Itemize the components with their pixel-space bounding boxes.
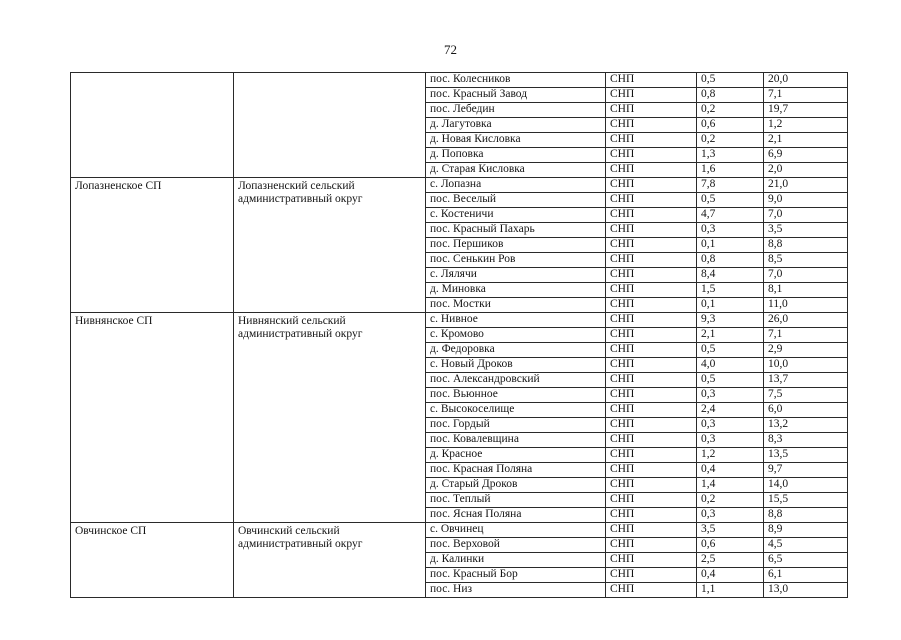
value-2-cell: 15,5 bbox=[764, 493, 848, 508]
settlement-type-cell: СНП bbox=[606, 493, 697, 508]
value-1-cell: 0,6 bbox=[697, 118, 764, 133]
value-2-cell: 7,0 bbox=[764, 208, 848, 223]
value-2-cell: 9,0 bbox=[764, 193, 848, 208]
value-2-cell: 11,0 bbox=[764, 298, 848, 313]
value-1-cell: 1,5 bbox=[697, 283, 764, 298]
value-2-cell: 8,3 bbox=[764, 433, 848, 448]
value-2-cell: 7,0 bbox=[764, 268, 848, 283]
district-cell: Нивнянский сельский административный округ bbox=[234, 313, 426, 523]
settlement-name-cell: пос. Вьюнное bbox=[426, 388, 606, 403]
value-1-cell: 0,2 bbox=[697, 103, 764, 118]
settlement-type-cell: СНП bbox=[606, 343, 697, 358]
value-1-cell: 0,5 bbox=[697, 73, 764, 88]
value-2-cell: 2,0 bbox=[764, 163, 848, 178]
settlement-name-cell: д. Поповка bbox=[426, 148, 606, 163]
settlement-type-cell: СНП bbox=[606, 373, 697, 388]
value-2-cell: 7,1 bbox=[764, 88, 848, 103]
settlement-type-cell: СНП bbox=[606, 463, 697, 478]
page-number: 72 bbox=[444, 42, 457, 57]
value-1-cell: 7,8 bbox=[697, 178, 764, 193]
municipality-cell: Нивнянское СП bbox=[71, 313, 234, 523]
table-row bbox=[71, 178, 848, 193]
settlement-name-cell: пос. Александровский bbox=[426, 373, 606, 388]
value-2-cell: 10,0 bbox=[764, 358, 848, 373]
settlement-type-cell: СНП bbox=[606, 193, 697, 208]
value-1-cell: 0,5 bbox=[697, 193, 764, 208]
settlement-name-cell: с. Лопазна bbox=[426, 178, 606, 193]
settlement-name-cell: д. Старый Дроков bbox=[426, 478, 606, 493]
settlement-name-cell: пос. Красный Пахарь bbox=[426, 223, 606, 238]
value-1-cell: 0,3 bbox=[697, 223, 764, 238]
settlement-name-cell: с. Кромово bbox=[426, 328, 606, 343]
value-2-cell: 3,5 bbox=[764, 223, 848, 238]
settlement-type-cell: СНП bbox=[606, 433, 697, 448]
table-row bbox=[71, 313, 848, 328]
value-2-cell: 13,7 bbox=[764, 373, 848, 388]
value-1-cell: 1,2 bbox=[697, 448, 764, 463]
settlement-type-cell: СНП bbox=[606, 268, 697, 283]
value-1-cell: 0,2 bbox=[697, 133, 764, 148]
settlement-type-cell: СНП bbox=[606, 163, 697, 178]
value-2-cell: 8,9 bbox=[764, 523, 848, 538]
settlement-type-cell: СНП bbox=[606, 313, 697, 328]
value-2-cell: 6,5 bbox=[764, 553, 848, 568]
settlement-type-cell: СНП bbox=[606, 298, 697, 313]
value-2-cell: 4,5 bbox=[764, 538, 848, 553]
value-1-cell: 0,1 bbox=[697, 298, 764, 313]
settlement-name-cell: пос. Сенькин Ров bbox=[426, 253, 606, 268]
settlement-name-cell: д. Новая Кисловка bbox=[426, 133, 606, 148]
settlement-type-cell: СНП bbox=[606, 583, 697, 598]
district-cell: Лопазненский сельский административный округ bbox=[234, 178, 426, 313]
settlement-type-cell: СНП bbox=[606, 238, 697, 253]
value-1-cell: 9,3 bbox=[697, 313, 764, 328]
settlement-type-cell: СНП bbox=[606, 88, 697, 103]
value-2-cell: 1,2 bbox=[764, 118, 848, 133]
value-2-cell: 14,0 bbox=[764, 478, 848, 493]
settlement-name-cell: д. Миновка bbox=[426, 283, 606, 298]
value-2-cell: 7,1 bbox=[764, 328, 848, 343]
settlement-name-cell: с. Овчинец bbox=[426, 523, 606, 538]
value-2-cell: 6,1 bbox=[764, 568, 848, 583]
value-2-cell: 8,8 bbox=[764, 238, 848, 253]
value-1-cell: 4,0 bbox=[697, 358, 764, 373]
settlement-name-cell: пос. Колесников bbox=[426, 73, 606, 88]
settlement-name-cell: пос. Красная Поляна bbox=[426, 463, 606, 478]
value-1-cell: 2,4 bbox=[697, 403, 764, 418]
value-1-cell: 0,6 bbox=[697, 538, 764, 553]
value-2-cell: 13,0 bbox=[764, 583, 848, 598]
settlements-table bbox=[70, 72, 848, 598]
table-row bbox=[71, 523, 848, 538]
value-1-cell: 0,5 bbox=[697, 343, 764, 358]
settlement-type-cell: СНП bbox=[606, 103, 697, 118]
settlement-name-cell: пос. Верховой bbox=[426, 538, 606, 553]
settlement-type-cell: СНП bbox=[606, 283, 697, 298]
settlement-name-cell: пос. Красный Завод bbox=[426, 88, 606, 103]
settlement-type-cell: СНП bbox=[606, 418, 697, 433]
value-1-cell: 3,5 bbox=[697, 523, 764, 538]
settlement-name-cell: с. Высокоселище bbox=[426, 403, 606, 418]
district-cell bbox=[234, 73, 426, 178]
settlement-name-cell: д. Лагутовка bbox=[426, 118, 606, 133]
settlement-name-cell: с. Лялячи bbox=[426, 268, 606, 283]
district-cell: Овчинский сельский административный округ bbox=[234, 523, 426, 598]
value-1-cell: 2,1 bbox=[697, 328, 764, 343]
settlement-name-cell: с. Нивное bbox=[426, 313, 606, 328]
table-row bbox=[71, 73, 848, 88]
settlement-type-cell: СНП bbox=[606, 73, 697, 88]
settlement-type-cell: СНП bbox=[606, 403, 697, 418]
settlement-type-cell: СНП bbox=[606, 523, 697, 538]
settlement-type-cell: СНП bbox=[606, 148, 697, 163]
value-1-cell: 0,4 bbox=[697, 463, 764, 478]
value-1-cell: 1,6 bbox=[697, 163, 764, 178]
value-1-cell: 0,8 bbox=[697, 253, 764, 268]
value-2-cell: 2,9 bbox=[764, 343, 848, 358]
settlement-type-cell: СНП bbox=[606, 208, 697, 223]
settlement-type-cell: СНП bbox=[606, 478, 697, 493]
settlement-name-cell: пос. Ковалевщина bbox=[426, 433, 606, 448]
settlement-name-cell: с. Костеничи bbox=[426, 208, 606, 223]
value-2-cell: 6,9 bbox=[764, 148, 848, 163]
value-1-cell: 0,4 bbox=[697, 568, 764, 583]
settlement-type-cell: СНП bbox=[606, 223, 697, 238]
value-2-cell: 13,5 bbox=[764, 448, 848, 463]
value-2-cell: 8,1 bbox=[764, 283, 848, 298]
settlement-name-cell: пос. Низ bbox=[426, 583, 606, 598]
value-2-cell: 19,7 bbox=[764, 103, 848, 118]
municipality-cell: Овчинское СП bbox=[71, 523, 234, 598]
value-1-cell: 0,3 bbox=[697, 508, 764, 523]
settlement-name-cell: с. Новый Дроков bbox=[426, 358, 606, 373]
settlement-name-cell: пос. Веселый bbox=[426, 193, 606, 208]
settlement-type-cell: СНП bbox=[606, 553, 697, 568]
settlement-name-cell: д. Калинки bbox=[426, 553, 606, 568]
settlement-type-cell: СНП bbox=[606, 328, 697, 343]
value-1-cell: 0,3 bbox=[697, 418, 764, 433]
value-2-cell: 21,0 bbox=[764, 178, 848, 193]
value-2-cell: 6,0 bbox=[764, 403, 848, 418]
settlement-type-cell: СНП bbox=[606, 568, 697, 583]
value-1-cell: 0,3 bbox=[697, 433, 764, 448]
value-2-cell: 2,1 bbox=[764, 133, 848, 148]
settlement-type-cell: СНП bbox=[606, 358, 697, 373]
value-1-cell: 4,7 bbox=[697, 208, 764, 223]
value-2-cell: 9,7 bbox=[764, 463, 848, 478]
settlement-type-cell: СНП bbox=[606, 508, 697, 523]
settlement-name-cell: д. Красное bbox=[426, 448, 606, 463]
value-1-cell: 0,1 bbox=[697, 238, 764, 253]
settlement-name-cell: д. Старая Кисловка bbox=[426, 163, 606, 178]
value-1-cell: 1,1 bbox=[697, 583, 764, 598]
settlement-type-cell: СНП bbox=[606, 178, 697, 193]
value-1-cell: 8,4 bbox=[697, 268, 764, 283]
settlement-type-cell: СНП bbox=[606, 448, 697, 463]
settlement-type-cell: СНП bbox=[606, 253, 697, 268]
settlement-name-cell: пос. Гордый bbox=[426, 418, 606, 433]
value-1-cell: 2,5 bbox=[697, 553, 764, 568]
settlement-name-cell: пос. Першиков bbox=[426, 238, 606, 253]
settlement-name-cell: пос. Лебедин bbox=[426, 103, 606, 118]
value-1-cell: 0,2 bbox=[697, 493, 764, 508]
value-1-cell: 1,4 bbox=[697, 478, 764, 493]
value-1-cell: 0,8 bbox=[697, 88, 764, 103]
settlement-name-cell: пос. Мостки bbox=[426, 298, 606, 313]
settlement-name-cell: пос. Ясная Поляна bbox=[426, 508, 606, 523]
settlement-name-cell: пос. Теплый bbox=[426, 493, 606, 508]
value-2-cell: 7,5 bbox=[764, 388, 848, 403]
value-2-cell: 8,8 bbox=[764, 508, 848, 523]
settlement-type-cell: СНП bbox=[606, 538, 697, 553]
settlement-name-cell: д. Федоровка bbox=[426, 343, 606, 358]
settlement-type-cell: СНП bbox=[606, 118, 697, 133]
value-1-cell: 1,3 bbox=[697, 148, 764, 163]
municipality-cell bbox=[71, 73, 234, 178]
settlement-name-cell: пос. Красный Бор bbox=[426, 568, 606, 583]
value-1-cell: 0,3 bbox=[697, 388, 764, 403]
value-2-cell: 26,0 bbox=[764, 313, 848, 328]
settlement-type-cell: СНП bbox=[606, 133, 697, 148]
settlement-type-cell: СНП bbox=[606, 388, 697, 403]
value-2-cell: 8,5 bbox=[764, 253, 848, 268]
value-2-cell: 20,0 bbox=[764, 73, 848, 88]
municipality-cell: Лопазненское СП bbox=[71, 178, 234, 313]
value-1-cell: 0,5 bbox=[697, 373, 764, 388]
value-2-cell: 13,2 bbox=[764, 418, 848, 433]
table-body bbox=[71, 73, 848, 598]
